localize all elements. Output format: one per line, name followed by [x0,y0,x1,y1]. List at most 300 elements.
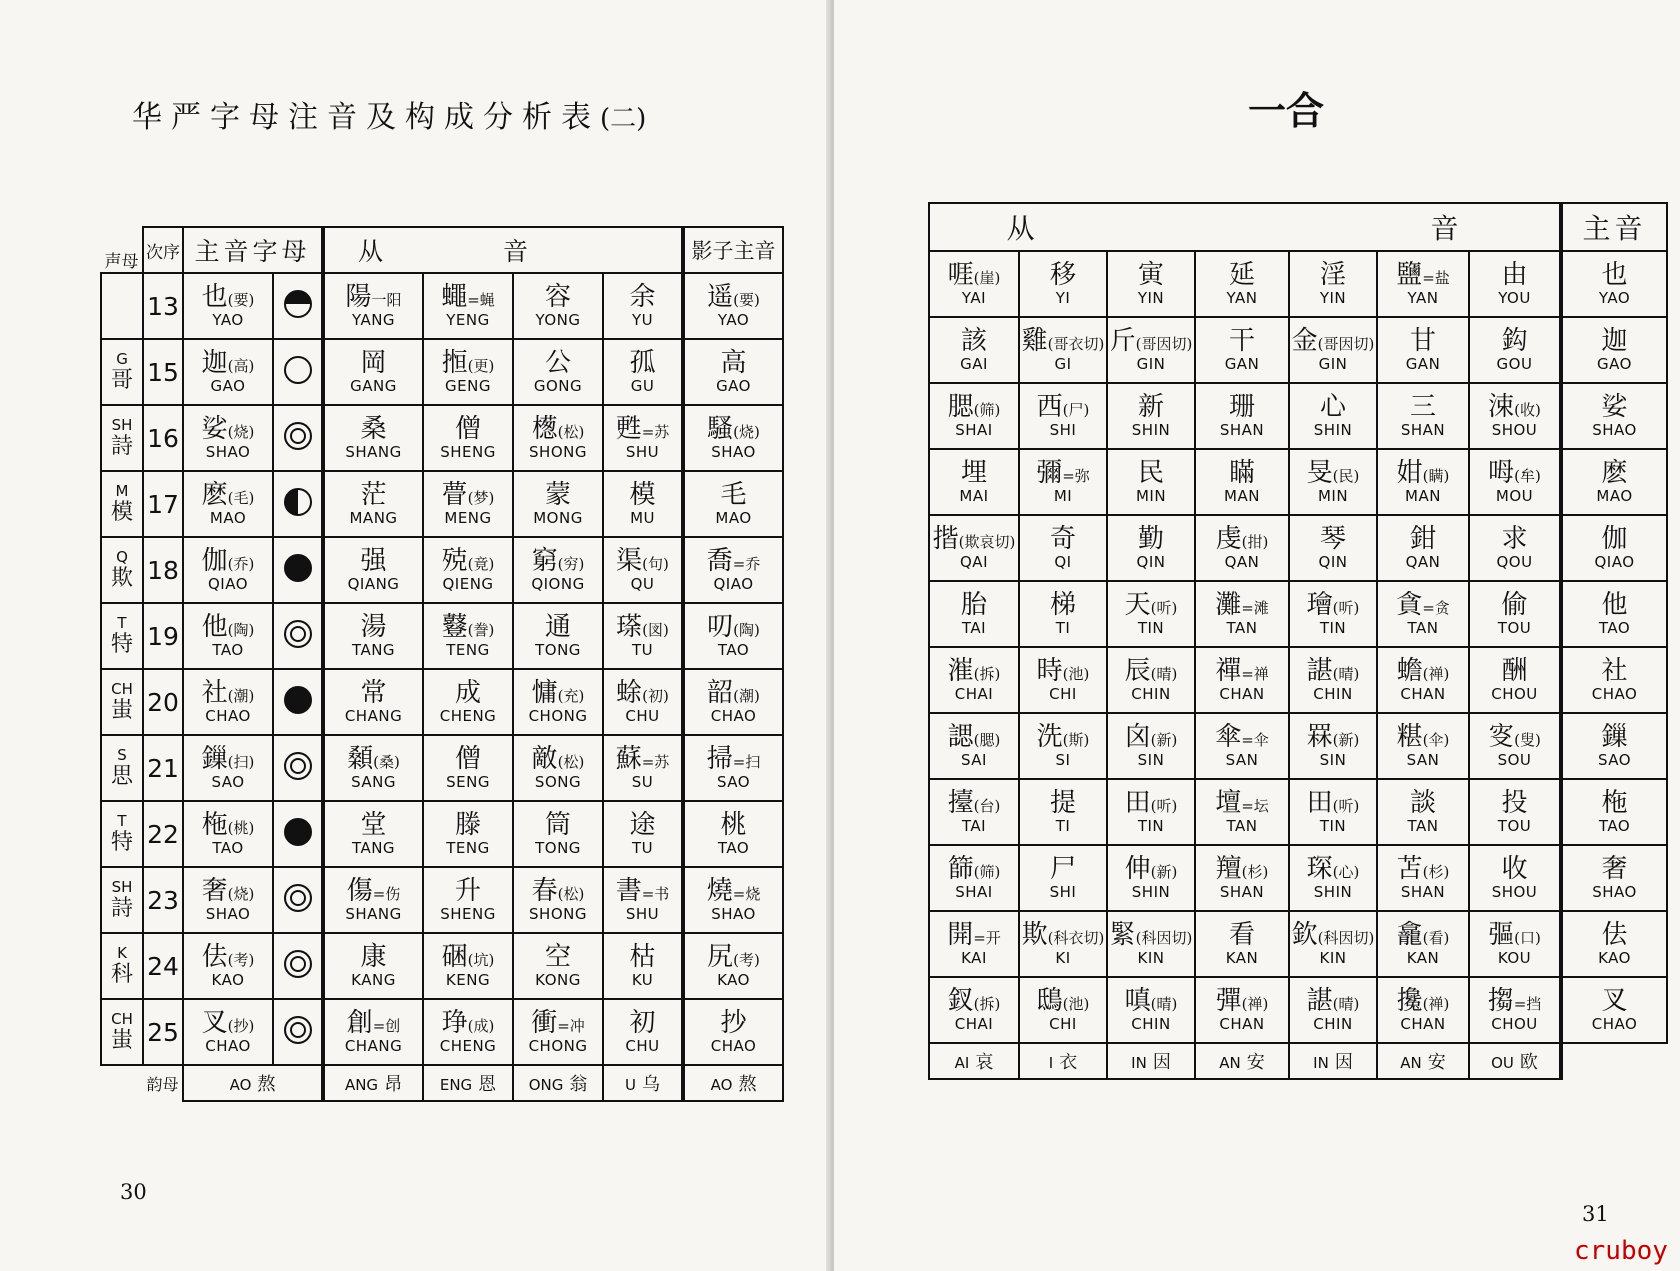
follow-sound-cell [1377,911,1469,977]
follow-sound-cell [513,537,603,603]
follow-sound-cell [1469,911,1561,977]
shadow-gloss: =扫 [732,753,761,772]
right-page-title: 一合 [1248,88,1325,133]
follow-hanzi: 硱(坑) [441,942,495,973]
follow-pinyin: GENG [445,377,491,396]
main-letter-cell [183,867,273,933]
left-analysis-table [100,226,784,1102]
shadow-main-cell [683,669,783,735]
main-hanzi: 麽(毛) [201,480,255,511]
right-page [834,0,1680,1271]
header-order: 次序 [143,227,183,273]
follow-gloss: (欺哀切) [958,533,1016,552]
follow-hanzi: 成 [455,678,482,709]
follow-sound-cell [323,603,423,669]
follow-hanzi: 桑 [360,414,387,445]
main-letter-cell [1561,779,1667,845]
follow-gloss: =盐 [1422,269,1450,288]
table-row [929,515,1667,581]
follow-sound-cell [513,999,603,1065]
main-hanzi: 叉(抄) [201,1008,255,1039]
double-circle-icon [284,620,312,648]
main-letter-cell [1561,449,1667,515]
main-pinyin: CHAO [1591,685,1638,704]
follow-gloss: (崖) [973,269,1001,288]
initial-cell: K 科 [101,933,143,999]
order-number: 24 [143,933,183,999]
left-page-number: 30 [120,1180,147,1204]
follow-hanzi: 胎 [960,590,987,621]
follow-hanzi: 堂 [360,810,387,841]
main-letter-cell [1561,647,1667,713]
tone-circle-cell [273,933,323,999]
follow-hanzi: 苫(杉) [1396,854,1450,885]
follow-sound-cell [1377,251,1469,317]
main-hanzi: 迦 [1601,326,1628,357]
follow-pinyin: TI [1055,619,1071,638]
follow-pinyin: SHOU [1491,883,1538,902]
follow-sound-cell [1469,383,1561,449]
follow-hanzi: 談 [1409,788,1436,819]
follow-gloss: (拑) [1241,533,1269,552]
follow-sound-cell [603,933,683,999]
table-row [929,845,1667,911]
tone-circle-cell [273,471,323,537]
follow-hanzi: 田(听) [1124,788,1178,819]
follow-pinyin: SHIN [1313,421,1353,440]
follow-pinyin: YU [631,311,654,330]
follow-gloss: (斯) [1062,731,1090,750]
follow-hanzi: 珊 [1228,392,1255,423]
follow-hanzi: 筒 [545,810,572,841]
follow-sound-cell [1377,317,1469,383]
follow-hanzi: 顙(桑) [347,744,400,775]
follow-sound-cell [513,669,603,735]
follow-hanzi: 彄(口) [1488,920,1541,951]
follow-sound-cell [1195,779,1289,845]
main-letter-cell [1561,317,1667,383]
follow-gloss: =禅 [1241,665,1269,684]
follow-pinyin: YAN [1407,289,1439,308]
follow-sound-cell [1019,581,1107,647]
follow-hanzi: 寅 [1137,260,1164,291]
follow-pinyin: SHIN [1131,883,1171,902]
follow-hanzi: 僧 [455,744,482,775]
follow-hanzi: 模 [629,480,656,511]
hollow-circle-icon [284,356,312,384]
main-hanzi: 奢 [1601,854,1628,885]
order-number: 15 [143,339,183,405]
follow-pinyin: YONG [535,311,581,330]
follow-pinyin: TAN [1226,619,1258,638]
follow-sound-cell [929,713,1019,779]
follow-sound-cell [1019,383,1107,449]
finals-cell: AN 安 [1377,1043,1469,1079]
follow-pinyin: MAI [959,487,989,506]
follow-hanzi: 鴟(池) [1036,986,1090,1017]
follow-sound-cell [513,339,603,405]
follow-pinyin: KU [631,971,654,990]
half-left-circle-icon [284,488,312,516]
follow-sound-cell [1469,713,1561,779]
follow-sound-cell [323,537,423,603]
follow-pinyin: CHAN [1400,685,1446,704]
main-letter-cell [1561,383,1667,449]
follow-pinyin: SHAI [955,421,993,440]
follow-pinyin: SHU [625,905,660,924]
follow-gloss: (哥因切) [1317,335,1375,354]
follow-pinyin: YAN [1226,289,1258,308]
header-shadow-main: 影子主音 [683,227,783,273]
follow-pinyin: SHANG [345,905,402,924]
main-letter-cell [183,603,273,669]
main-pinyin: SHAO [1592,883,1637,902]
follow-sound-cell [1107,647,1195,713]
shadow-gloss: (潮) [733,687,760,706]
follow-gloss: (晴) [1332,995,1360,1014]
follow-sound-cell [929,845,1019,911]
follow-gloss: =创 [372,1017,401,1036]
follow-pinyin: CHANG [344,1037,403,1056]
follow-pinyin: CHU [625,1037,660,1056]
shadow-hanzi: 毛 [720,480,747,511]
main-hanzi: 社 [1601,656,1628,687]
follow-sound-cell [1289,317,1377,383]
follow-sound-cell [323,669,423,735]
follow-pinyin: TOU [1497,619,1532,638]
follow-pinyin: QOU [1496,553,1533,572]
follow-hanzi: 攙(禅) [1396,986,1450,1017]
follow-pinyin: CHI [1049,1015,1077,1034]
follow-pinyin: SAI [961,751,987,770]
follow-sound-cell [1107,317,1195,383]
follow-sound-cell [1195,515,1289,581]
follow-gloss: (松) [557,423,585,442]
main-hanzi: 鏁(扫) [201,744,255,775]
follow-sound-cell [423,735,513,801]
follow-hanzi: 心 [1319,392,1346,423]
follow-hanzi: 禪=禅 [1215,656,1269,687]
follow-pinyin: KOU [1497,949,1532,968]
shadow-pinyin: CHAO [710,707,757,726]
follow-hanzi: 啀(崖) [947,260,1001,291]
main-letter-cell [1561,581,1667,647]
order-number: 25 [143,999,183,1065]
finals-cell: I 衣 [1019,1043,1107,1079]
follow-pinyin: CHIN [1131,685,1171,704]
follow-hanzi: 琤(成) [441,1008,495,1039]
finals-shadow: AO 熬 [683,1065,783,1101]
follow-sound-cell [1019,845,1107,911]
follow-gloss: =伞 [1241,731,1269,750]
follow-sound-cell [1107,581,1195,647]
follow-hanzi: 康 [360,942,387,973]
follow-hanzi: 民 [1137,458,1164,489]
main-letter-cell [1561,845,1667,911]
follow-sound-cell [513,603,603,669]
follow-pinyin: SHENG [440,905,496,924]
table-row [929,911,1667,977]
follow-gloss: (叟) [1514,731,1541,750]
follow-pinyin: SHOU [1491,421,1538,440]
follow-hanzi: 釵(拆) [947,986,1001,1017]
follow-gloss: =蝇 [467,291,495,310]
order-number: 13 [143,273,183,339]
shadow-main-cell [683,339,783,405]
follow-pinyin: GAI [960,355,988,374]
order-number: 21 [143,735,183,801]
finals-label: 韵母 [146,1075,179,1094]
follow-pinyin: KI [1055,949,1071,968]
follow-hanzi: 容 [545,282,572,313]
follow-sound-cell [1469,977,1561,1043]
table-row [101,999,783,1065]
follow-gloss: (听) [1150,599,1178,618]
follow-hanzi: 腮(筛) [947,392,1001,423]
follow-hanzi: 强 [360,546,387,577]
follow-sound-cell [1195,977,1289,1043]
follow-pinyin: SHENG [440,443,496,462]
main-hanzi: 柂 [1601,788,1628,819]
main-pinyin: SHAO [1592,421,1637,440]
shadow-hanzi: 韶(潮) [707,678,760,709]
shadow-pinyin: GAO [716,377,751,396]
follow-pinyin: CHAN [1400,1015,1446,1034]
follow-sound-cell [1377,449,1469,515]
follow-gloss: 一阳 [371,291,402,310]
follow-sound-cell [423,603,513,669]
follow-gloss: (禅) [1422,665,1450,684]
follow-sound-cell [1289,977,1377,1043]
follow-pinyin: CHOU [1491,685,1538,704]
follow-pinyin: YANG [351,311,396,330]
follow-gloss: (新) [1332,731,1360,750]
follow-sound-cell [1019,779,1107,845]
table-row [929,713,1667,779]
follow-gloss: (晴) [1150,995,1178,1014]
follow-hanzi: 篩(筛) [947,854,1001,885]
table-row [101,735,783,801]
follow-pinyin: TAN [1407,817,1439,836]
shadow-gloss: =乔 [732,555,761,574]
follow-pinyin: CHOU [1491,1015,1538,1034]
follow-sound-cell [323,801,423,867]
follow-gloss: (晴) [1332,665,1360,684]
right-page-number: 31 [1582,1202,1609,1226]
follow-pinyin: GAN [1405,355,1441,374]
finals-main: AO 熬 [183,1065,323,1101]
table-row [101,537,783,603]
follow-hanzi: 諶(晴) [1306,656,1360,687]
follow-gloss: (禅) [1422,995,1450,1014]
main-pinyin: YAO [1598,289,1631,308]
follow-pinyin: QIN [1318,553,1348,572]
follow-gloss: (新) [1150,863,1178,882]
follow-hanzi: 陽一阳 [345,282,402,313]
follow-gloss: (科衣切) [1047,929,1105,948]
table-row [101,405,783,471]
follow-gloss: (充) [557,687,585,706]
follow-gloss: (听) [1332,599,1360,618]
follow-pinyin: GU [630,377,655,396]
follow-gloss: (竟) [467,555,495,574]
main-hanzi: 也(要) [201,282,255,313]
main-letter-cell [183,273,273,339]
follow-gloss: (尸) [1062,401,1090,420]
follow-pinyin: YI [1055,289,1071,308]
follow-pinyin: KIN [1319,949,1347,968]
follow-sound-cell [423,933,513,999]
main-letter-cell [183,801,273,867]
follow-sound-cell [423,867,513,933]
follow-pinyin: QIENG [442,575,494,594]
follow-sound-cell [323,933,423,999]
main-gloss: (高) [227,357,255,376]
follow-pinyin: CHAI [954,1015,994,1034]
follow-pinyin: CHAI [954,685,994,704]
follow-sound-cell [1019,911,1107,977]
follow-gloss: (瞒) [1422,467,1450,486]
follow-sound-cell [323,405,423,471]
follow-sound-cell [1107,713,1195,779]
follow-pinyin: KAN [1406,949,1440,968]
follow-sound-cell [513,273,603,339]
main-gloss: (考) [227,951,255,970]
follow-gloss: =苏 [641,753,670,772]
shadow-pinyin: TAO [717,839,750,858]
follow-pinyin: CHI [1049,685,1077,704]
follow-hanzi: 初 [629,1008,656,1039]
follow-hanzi: 殑(竟) [441,546,495,577]
follow-hanzi: 看 [1228,920,1255,951]
shadow-pinyin: MAO [715,509,752,528]
follow-pinyin: QAN [1224,553,1260,572]
table-row [101,669,783,735]
initial-cell: Q 欺 [101,537,143,603]
tone-circle-cell [273,273,323,339]
follow-gloss: (成) [467,1017,495,1036]
half-top-circle-icon [284,290,312,318]
header-main: 主音 [1561,203,1667,251]
follow-hanzi: 揩(欺哀切) [932,524,1016,555]
follow-hanzi: 酬 [1501,656,1528,687]
finals-follow: U 乌 [603,1065,683,1101]
follow-pinyin: TU [631,641,654,660]
shadow-hanzi: 抄 [720,1008,747,1039]
main-letter-cell [183,933,273,999]
follow-sound-cell [1195,317,1289,383]
table-row [101,933,783,999]
order-number: 22 [143,801,183,867]
follow-sound-cell [929,977,1019,1043]
follow-sound-cell [603,339,683,405]
main-hanzi: 奢(烧) [201,876,255,907]
follow-sound-cell [1195,383,1289,449]
follow-sound-cell [1289,911,1377,977]
follow-sound-cell [1377,977,1469,1043]
follow-sound-cell [423,537,513,603]
follow-hanzi: 該 [960,326,987,357]
follow-hanzi: 諰(腮) [947,722,1001,753]
follow-gloss: (看) [1422,929,1450,948]
follow-hanzi: 投 [1501,788,1528,819]
follow-hanzi: 余 [629,282,656,313]
tone-circle-cell [273,867,323,933]
finals-row [101,1065,783,1101]
main-hanzi: 伽 [1601,524,1628,555]
follow-hanzi: 旻(民) [1306,458,1360,489]
main-letter-cell [1561,911,1667,977]
main-gloss: (桃) [227,819,255,838]
follow-hanzi: 甘 [1409,326,1436,357]
follow-pinyin: GIN [1318,355,1348,374]
table-row [101,801,783,867]
main-pinyin: MAO [1596,487,1633,506]
follow-hanzi: 岡 [360,348,387,379]
follow-sound-cell [603,801,683,867]
follow-sound-cell [423,471,513,537]
table-row [101,471,783,537]
follow-hanzi: 茫 [360,480,387,511]
follow-sound-cell [323,273,423,339]
main-gloss: (扫) [227,753,255,772]
follow-hanzi: 檧(松) [531,414,585,445]
main-pinyin: CHAO [205,1037,251,1056]
follow-pinyin: TAI [961,817,987,836]
follow-hanzi: 龕(看) [1396,920,1450,951]
follow-gloss: =滩 [1241,599,1269,618]
follow-pinyin: TANG [351,641,396,660]
main-pinyin: KAO [1598,949,1631,968]
follow-pinyin: SAN [1406,751,1440,770]
follow-pinyin: MAN [1405,487,1441,506]
shadow-gloss: (陶) [733,621,760,640]
main-pinyin: KAO [211,971,245,990]
shadow-main-cell [683,933,783,999]
main-hanzi: 也 [1601,260,1628,291]
follow-gloss: =冲 [557,1017,585,1036]
finals-follow: ANG 昂 [323,1065,423,1101]
follow-hanzi: 壇=坛 [1215,788,1269,819]
finals-cell: OU 欧 [1469,1043,1561,1079]
follow-pinyin: SENG [446,773,490,792]
order-number: 17 [143,471,183,537]
shadow-hanzi: 騷(烧) [707,414,760,445]
shadow-gloss: (考) [733,951,760,970]
follow-sound-cell [1377,383,1469,449]
tone-circle-cell [273,537,323,603]
finals-cell: AI 哀 [929,1043,1019,1079]
follow-sound-cell [513,867,603,933]
follow-hanzi: 彌=弥 [1036,458,1090,489]
shadow-pinyin: KAO [717,971,750,990]
follow-sound-cell [513,735,603,801]
follow-hanzi: 虔(拑) [1215,524,1269,555]
follow-pinyin: MU [630,509,655,528]
follow-pinyin: TAI [961,619,987,638]
shadow-main-cell [683,999,783,1065]
order-number: 19 [143,603,183,669]
follow-sound-cell [1377,713,1469,779]
follow-hanzi: 滕 [455,810,482,841]
shadow-pinyin: SHAO [711,443,756,462]
follow-hanzi: 提 [1049,788,1076,819]
follow-sound-cell [423,801,513,867]
follow-sound-cell [929,581,1019,647]
follow-pinyin: SHI [1049,883,1077,902]
follow-hanzi: 奇 [1049,524,1076,555]
follow-pinyin: TENG [446,839,490,858]
